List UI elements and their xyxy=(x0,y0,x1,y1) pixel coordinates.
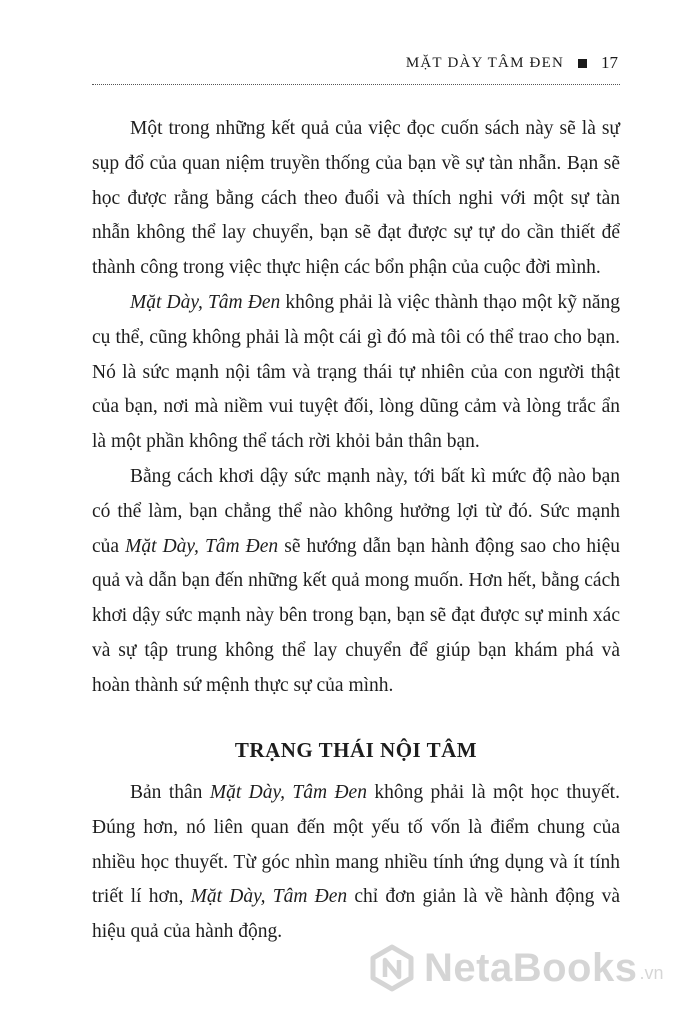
book-title-italic: Mặt Dày, Tâm Đen xyxy=(130,291,281,313)
square-bullet-icon xyxy=(578,59,587,68)
header-dotted-rule xyxy=(92,84,620,85)
running-title: MẶT DÀY TÂM ĐEN xyxy=(405,54,564,71)
paragraph-4-text-a: Bản thân xyxy=(130,782,210,803)
watermark-brand: NetaBooks xyxy=(424,945,638,990)
paragraph-2 xyxy=(92,286,620,460)
paragraph-4-text-c: chỉ đơn giản là về hành động và hiệu quả của hành động. xyxy=(92,886,620,943)
paragraph-3-text-a: Bằng cách khơi dậy sức mạnh này, tới bất kì mức độ nào bạn có thể làm, bạn chẳng thể nào không hưởng lợi từ đó. Sức mạnh của xyxy=(92,465,620,557)
book-title-italic: Mặt Dày, Tâm Đen xyxy=(190,886,348,908)
paragraph-4-text-b: không phải là một học thuyết. Đúng hơn, nó liên quan đến một yếu tố vốn là điểm chung của nhiều học thuyết. Từ góc nhìn mang nhiều tính ứng dụng và ít tính triết lí hơn, xyxy=(92,782,620,908)
paragraph-1: Một trong những kết quả của việc đọc cuốn sách này sẽ là sự sụp đổ của quan niệm truyền thống của bạn về sự tàn nhẫn. Bạn sẽ học được rằng bằng cách theo đuổi và thích nghi với một sự tàn nhẫn không thể lay chuyển, bạn sẽ đạt được sự tự do cần thiết để thành công trong việc thực hiện các bổn phận của cuộc đời mình. xyxy=(92,118,620,279)
paragraph-2-text: không phải là việc thành thạo một kỹ năng cụ thể, cũng không phải là một cái gì đó mà tôi có thể trao cho bạn. Nó là sức mạnh nội tâm và trạng thái tự nhiên của con người thật của bạn, nơi mà niềm vui tuyệt đối, lòng dũng cảm và lòng trắc ẩn là một phần không thể tách rời khỏi bản thân bạn. xyxy=(92,291,620,453)
book-title-italic: Mặt Dày, Tâm Đen xyxy=(125,535,279,557)
section-2-body xyxy=(92,776,620,950)
section-1-body xyxy=(92,112,620,704)
running-header xyxy=(406,53,618,73)
watermark-suffix: .vn xyxy=(639,963,664,983)
paragraph-3 xyxy=(92,460,620,704)
paragraph-4 xyxy=(92,776,620,950)
netabooks-watermark xyxy=(368,944,663,992)
netabooks-logo-icon xyxy=(368,944,416,992)
section-heading: TRẠNG THÁI NỘI TÂM xyxy=(234,738,478,762)
paragraph-3-text-b: sẽ hướng dẫn bạn hành động sao cho hiệu quả và dẫn bạn đến những kết quả mong muốn. Hơn hết, bằng cách khơi dậy sức mạnh này bên trong bạn, bạn sẽ đạt được sự minh xác và sự tập trung không thể lay chuyển để giúp bạn khám phá và hoàn thành sứ mệnh thực sự của mình. xyxy=(92,535,621,696)
book-title-italic: Mặt Dày, Tâm Đen xyxy=(209,782,367,803)
page-number: 17 xyxy=(601,53,618,72)
